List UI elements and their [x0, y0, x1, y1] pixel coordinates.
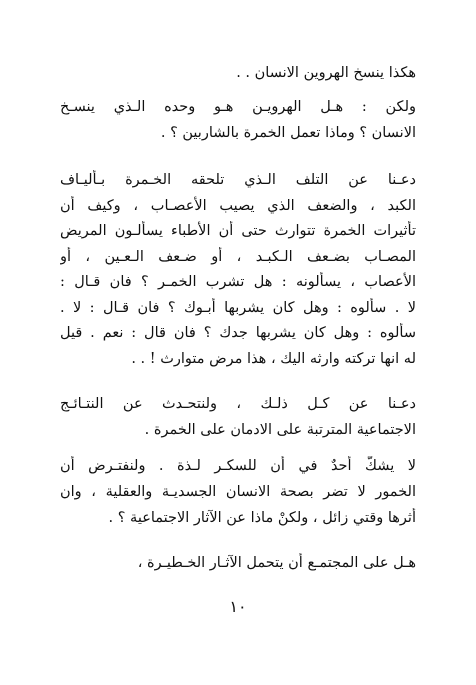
text-line: الانسان ؟ وماذا تعمل الخمرة بالشاربين ؟ . [160, 125, 416, 141]
text-line: هكذا ينسخ الهروين الانسان . . [236, 65, 416, 81]
text-line: الأعصاب ، يسألونه : هل تشرب الخمـر ؟ فان قـال : [60, 274, 416, 290]
text-line: الكبد ، والضعف الذي يصيب الأعصـاب ، وكيف أن [60, 198, 416, 214]
text-line: الاجتماعية المترتبة على الادمان على الخمرة . [144, 422, 416, 438]
text-line: سألوه : وهل كان يشربها جدك ؟ فان قال : نعم . قيل [60, 325, 416, 341]
text-line: هـل على المجتمـع أن يتحمل الآثـار الخـطيـرة ، [137, 555, 416, 571]
text-line: له انها تركته وارثه اليك ، هذا مرض متوارث ! . . [131, 351, 416, 367]
page-number: ١٠ [229, 597, 247, 616]
text-line: لا . سألوه : وهل كان يشربها أبـوك ؟ فان قـال : لا . [60, 300, 416, 316]
text-line: لا يشكّ أحدٌ في أن للسكـر لـذة . ولنفتـرض أن [60, 458, 416, 474]
text-line: المصـاب بضـعف الـكبـد ، أو ضـعف الـعـين ، أو [60, 249, 416, 265]
text-line: الخمور لا تضر بصحة الانسان الجسديـة والعقلية ، وان [60, 484, 416, 500]
text-line: ولكن : هـل الهرويـن هـو وحده الـذي ينسـخ [60, 99, 416, 115]
text-line: تأثيرات الخمرة تتوارث حتى أن الأطباء يسألـون المريض [60, 223, 416, 239]
text-line: دعـنا عن كـل ذلـك ، ولنتحـدث عن النتـائـج [60, 396, 416, 412]
text-line: دعـنا عن التلف الـذي تلحقه الخـمرة بـأليـاف [60, 172, 416, 188]
text-line: أثرها وقتي زائل ، ولكنْ ماذا عن الآثار الاجتماعية ؟ . [108, 510, 416, 526]
